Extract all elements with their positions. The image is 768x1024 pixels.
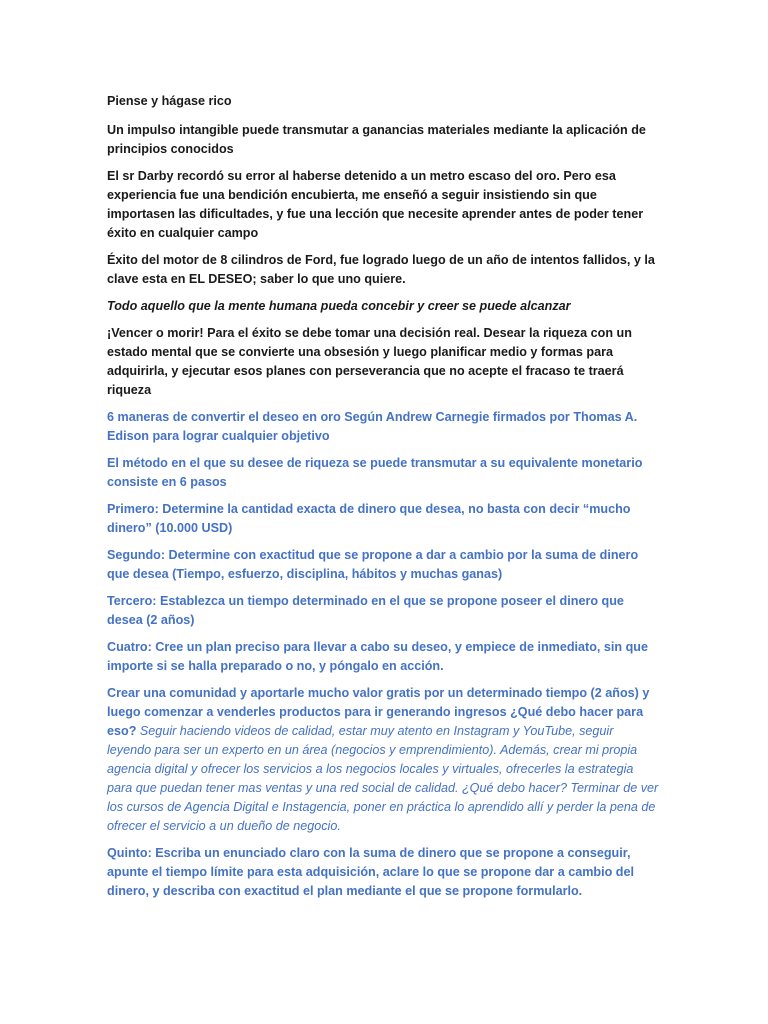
step-third: Tercero: Establezca un tiempo determinado en el que se propone poseer el dinero que desea (2 años) (107, 594, 624, 627)
paragraph-intro: Un impulso intangible puede transmutar a ganancias materiales mediante la aplicación de principios conocidos (107, 123, 646, 156)
paragraph-method: El método en el que su desee de riqueza se puede transmutar a su equivalente monetario consiste en 6 pasos (107, 456, 643, 489)
step-first: Primero: Determine la cantidad exacta de dinero que desea, no basta con decir “mucho dinero” (10.000 USD) (107, 502, 631, 535)
step-second: Segundo: Determine con exactitud que se propone a dar a cambio por la suma de dinero que desea (Tiempo, esfuerzo, disciplina, hábitos y muchas ganas) (107, 548, 639, 581)
step-fifth: Quinto: Escriba un enunciado claro con la suma de dinero que se propone a conseguir, apunte el tiempo límite para esta adquisición, aclare lo que se propone dar a cambio del dinero, y describa con exactitud el plan mediante el que se propone formularlo. (107, 846, 634, 898)
step-fourth: Cuatro: Cree un plan preciso para llevar a cabo su deseo, y empiece de inmediato, sin que importe si se halla preparado o no, y póngalo en acción. (107, 640, 649, 673)
paragraph-darby: El sr Darby recordó su error al haberse detenido a un metro escaso del oro. Pero esa experiencia fue una bendición encubierta, me enseñó a seguir insistiendo sin que importasen las dificultades, y fue una lección que necesite aprender antes de poder tener éxito en cualquier campo (107, 169, 644, 240)
document-page (107, 92, 659, 909)
paragraph-vencer: ¡Vencer o morir! Para el éxito se debe tomar una decisión real. Desear la riqueza con un estado mental que se convierte una obsesión y luego planificar medio y formas para adquirirla, y ejecutar esos planes con perseverancia que no acepte el fracaso te traerá riqueza (107, 326, 632, 397)
heading-six-ways: 6 maneras de convertir el deseo en oro Según Andrew Carnegie firmados por Thomas A. Edison para lograr cualquier objetivo (107, 410, 638, 443)
paragraph-ford: Éxito del motor de 8 cilindros de Ford, fue logrado luego de un año de intentos fallidos, y la clave esta en EL DESEO; saber lo que uno quiere. (107, 253, 655, 286)
quote-paragraph: Todo aquello que la mente humana pueda concebir y creer se puede alcanzar (107, 299, 571, 313)
paragraph-community (107, 684, 659, 836)
community-plan-italic: Seguir haciendo videos de calidad, estar muy atento en Instagram y YouTube, seguir leyendo para ser un experto en un área (negocios y emprendimiento). Además, crear mi propia agencia digital y ofrecer los servicios a los negocios locales y virtuales, ofrecerles la estrategia para que puedan tener mas ventas y una red social de calidad. ¿Qué debo hacer? Terminar de ver los cursos de Agencia Digital e Instagencia, poner en práctica lo aprendido allí y perder la pena de ofrecer el servicio a un dueño de negocio. (107, 724, 659, 833)
document-title: Piense y hágase rico (107, 94, 232, 108)
community-plan-text: Crear una comunidad y aportarle mucho valor gratis por un determinado tiempo (2 años) y luego comenzar a venderles productos para ir generando ingresos ¿Qué debo hacer para eso? (107, 686, 650, 738)
